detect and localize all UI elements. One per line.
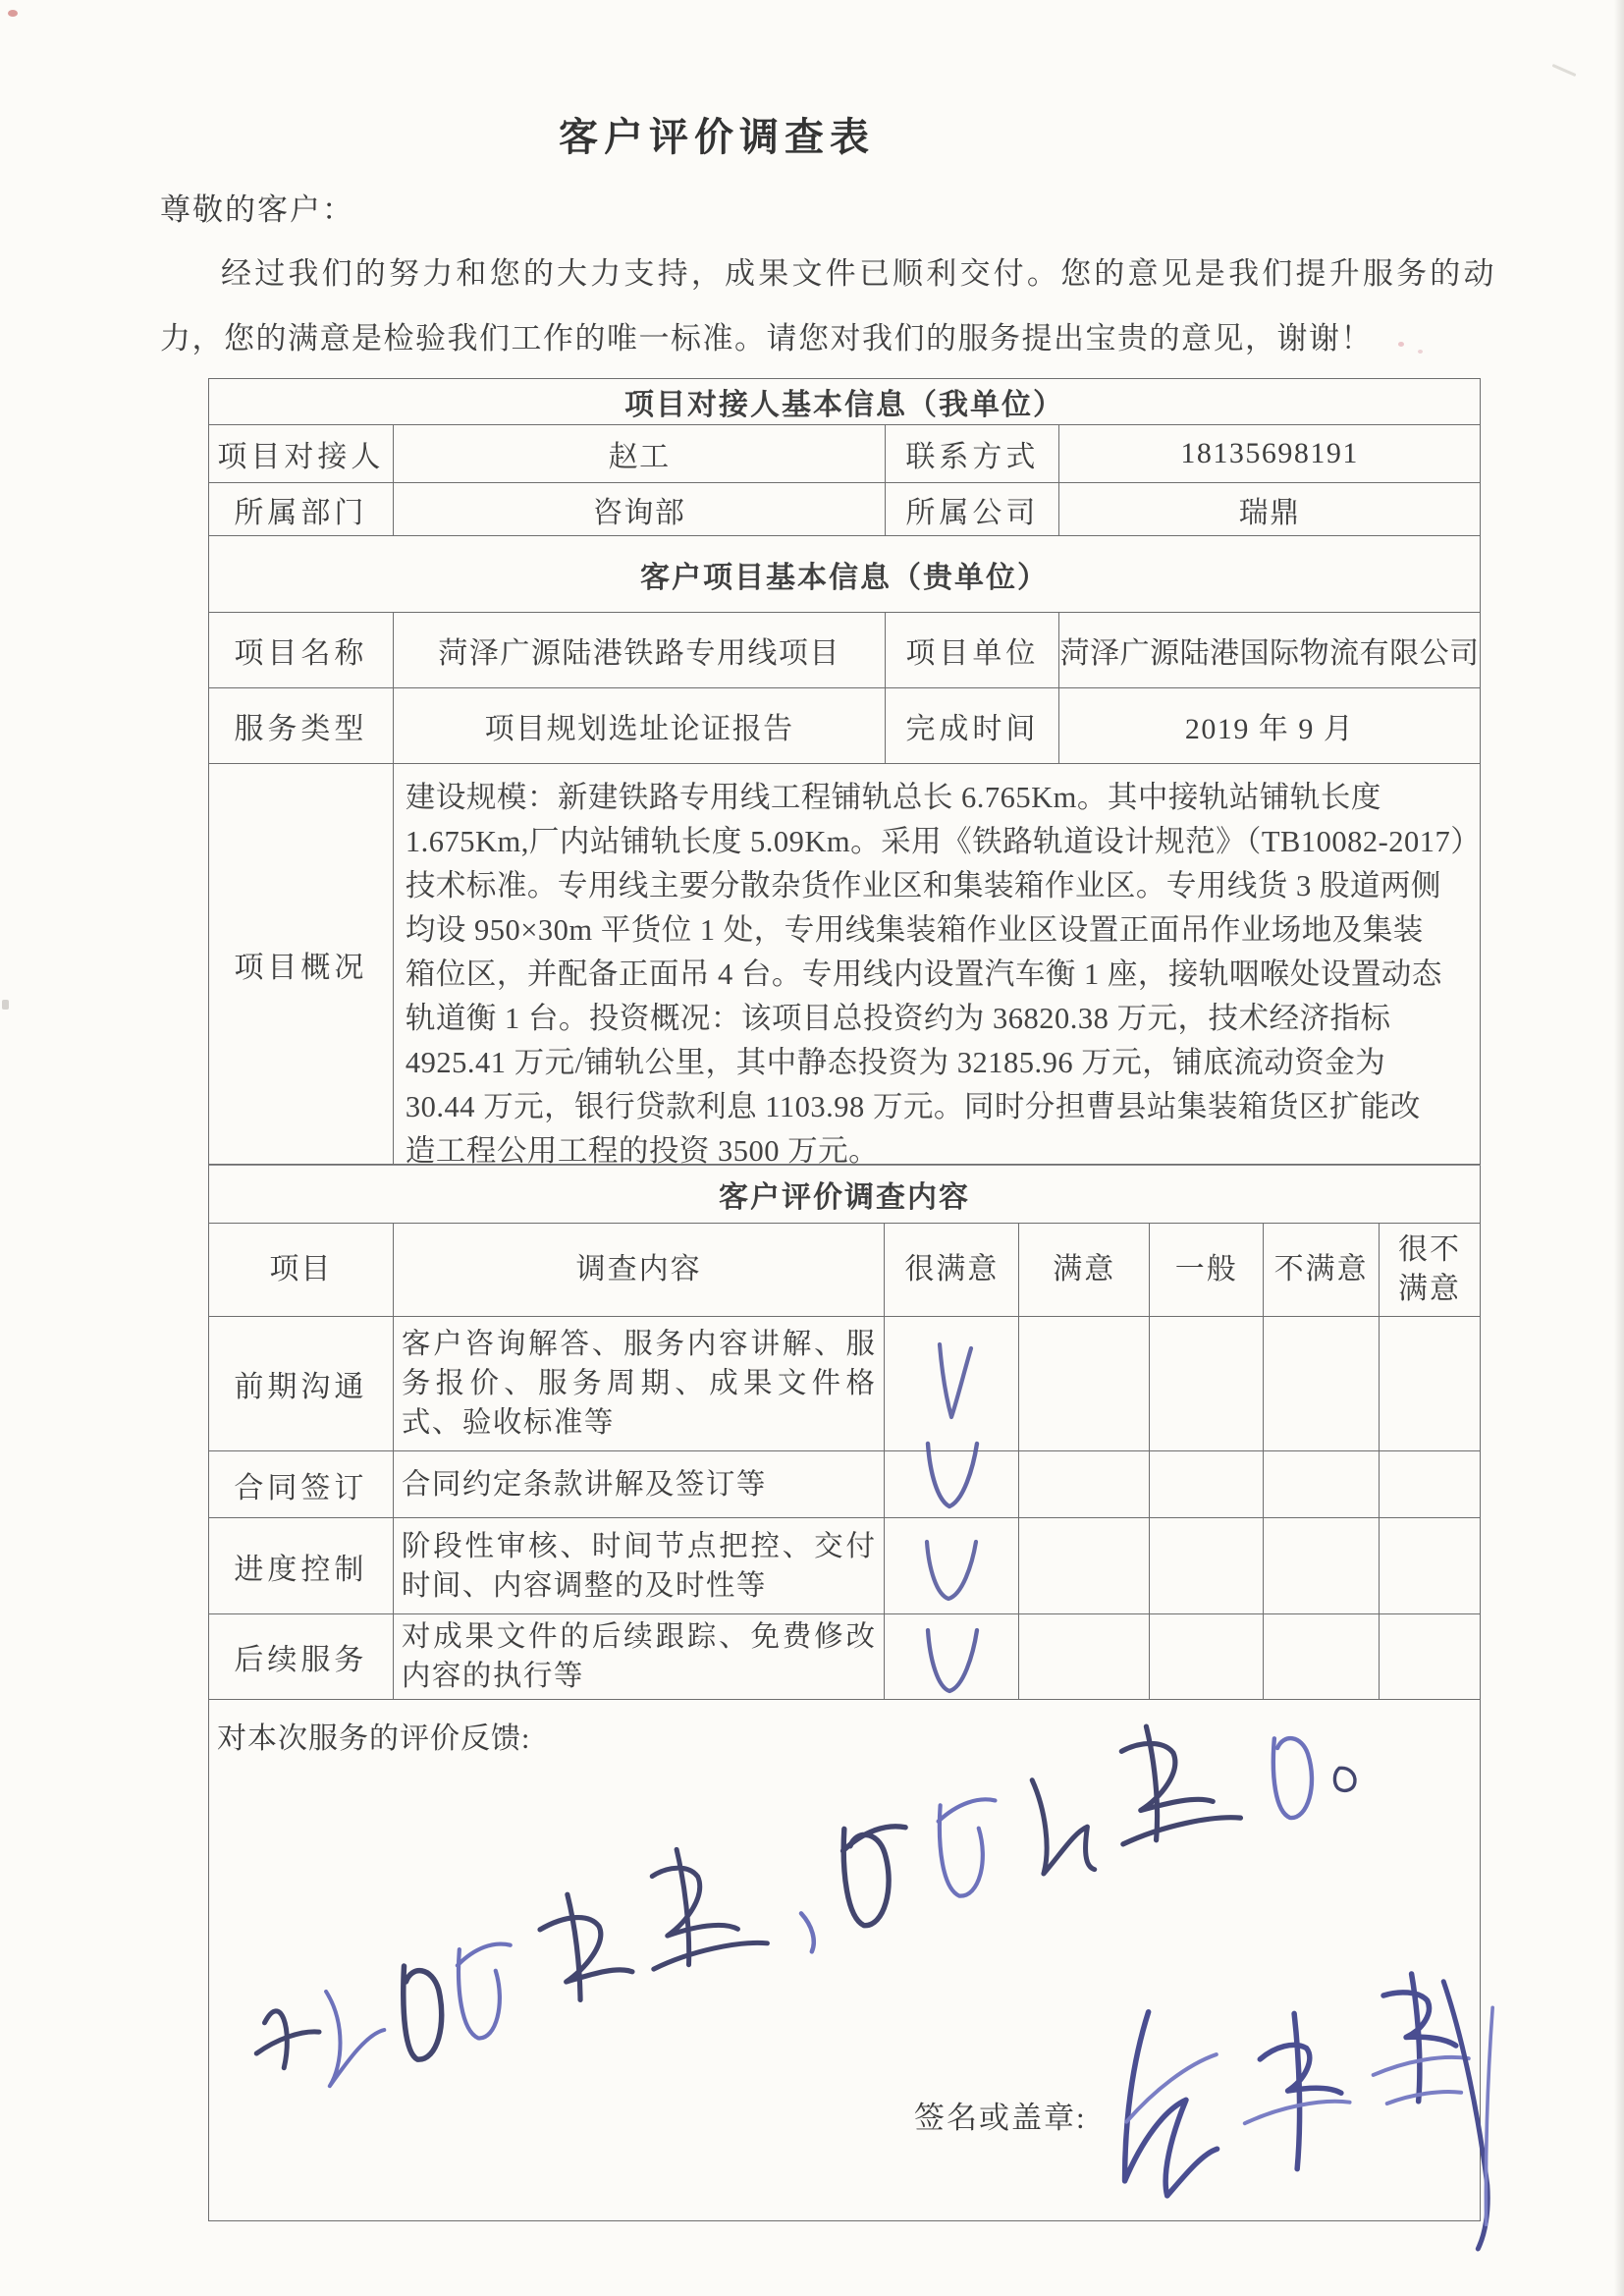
- contact-label2: 所属公司: [886, 483, 1059, 536]
- project-value[interactable]: 项目规划选址论证报告: [394, 688, 887, 764]
- col-item: 项目: [209, 1224, 394, 1317]
- col-very-satisfied: 很满意: [885, 1224, 1019, 1317]
- contact-value2[interactable]: 18135698191: [1059, 425, 1481, 483]
- rating-cell-unsatisfied[interactable]: [1264, 1451, 1380, 1518]
- rating-cell-neutral[interactable]: [1150, 1451, 1264, 1518]
- col-very-unsatisfied: 很不满意: [1380, 1224, 1481, 1317]
- survey-item: 后续服务: [209, 1614, 394, 1700]
- project-label2: 完成时间: [886, 688, 1059, 764]
- rating-cell-satisfied[interactable]: [1019, 1317, 1150, 1451]
- table-row: [209, 483, 1481, 536]
- project-label2: 项目单位: [886, 613, 1059, 688]
- scan-speck: [2, 1000, 9, 1010]
- col-satisfied: 满意: [1019, 1224, 1150, 1317]
- survey-section-header-row: [209, 1165, 1481, 1224]
- project-value2[interactable]: 2019 年 9 月: [1059, 688, 1481, 764]
- project-overview-row: [209, 764, 1482, 1168]
- survey-section-header: 客户评价调查内容: [209, 1166, 1481, 1224]
- signature-label: 签名或盖章:: [914, 2101, 1087, 2135]
- project-value2[interactable]: 菏泽广源陆港国际物流有限公司: [1059, 613, 1481, 688]
- col-content: 调查内容: [394, 1224, 886, 1317]
- project-overview-content[interactable]: 建设规模：新建铁路专用线工程铺轨总长 6.765Km。其中接轨站铺轨长度 1.675Km,厂内站铺轨长度 5.09Km。采用《铁路轨道设计规范》（TB10082-2017） 技术标准。专用线主要分散杂货作业区和集装箱作业区。专用线货 3 股道两侧 均设 950×30m 平货位 1 处，专用线集装箱作业区设置正面吊作业场地及集装 箱位区，并配备正面吊 4 台。专用线内设置汽车衡 1 座，接轨咽喉处设置动态 轨道衡 1 台。投资概况：该项目总投资约为 36820.38 万元，技术经济指标 4925.41 万元/铺轨公里，其中静态投资为 32185.96 万元，铺底流动资金为 30.44 万元，银行贷款利息 1103.98 万元。同时分担曹县站集装箱货区扩能改 造工程公用工程的投资 3500 万元。: [394, 764, 1481, 1165]
- rating-cell-very-unsatisfied[interactable]: [1380, 1518, 1481, 1614]
- rating-cell-unsatisfied[interactable]: [1264, 1317, 1380, 1451]
- contact-label2: 联系方式: [886, 425, 1059, 483]
- salutation: 尊敬的客户：: [160, 192, 354, 227]
- survey-item: 合同签订: [209, 1451, 394, 1518]
- rating-cell-unsatisfied[interactable]: [1264, 1518, 1380, 1614]
- table-row: [209, 613, 1481, 688]
- project-label: 项目名称: [209, 613, 394, 688]
- survey-item: 进度控制: [209, 1518, 394, 1614]
- rating-cell-very-satisfied[interactable]: [885, 1614, 1019, 1700]
- rating-cell-very-satisfied[interactable]: [885, 1451, 1019, 1518]
- survey-row: [209, 1451, 1481, 1518]
- contact-label: 所属部门: [209, 483, 394, 536]
- survey-row: [209, 1518, 1481, 1614]
- rating-cell-very-satisfied[interactable]: [885, 1518, 1019, 1614]
- intro-paragraph: 经过我们的努力和您的大力支持，成果文件已顺利交付。您的意见是我们提升服务的动力，您的满意是检验我们工作的唯一标准。请您对我们的服务提出宝贵的意见，谢谢！: [160, 256, 1495, 355]
- scan-edge-shade: [1614, 0, 1624, 2296]
- rating-cell-very-unsatisfied[interactable]: [1380, 1614, 1481, 1700]
- contact-value2[interactable]: 瑞鼎: [1059, 483, 1481, 536]
- table-row: [209, 688, 1481, 764]
- rating-cell-very-unsatisfied[interactable]: [1380, 1451, 1481, 1518]
- survey-content: 对成果文件的后续跟踪、免费修改内容的执行等: [394, 1614, 886, 1700]
- contact-section-header-row: [209, 379, 1481, 425]
- rating-cell-unsatisfied[interactable]: [1264, 1614, 1380, 1700]
- contact-value[interactable]: 咨询部: [394, 483, 887, 536]
- project-value[interactable]: 菏泽广源陆港铁路专用线项目: [394, 613, 887, 688]
- handwritten-checkmark: [926, 1339, 977, 1433]
- handwritten-signature: [1098, 1962, 1510, 2286]
- form-title: 客户评价调查表: [559, 115, 875, 159]
- col-unsatisfied: 不满意: [1264, 1224, 1380, 1317]
- contact-section-header: 项目对接人基本信息（我单位）: [209, 379, 1481, 425]
- survey-item: 前期沟通: [209, 1317, 394, 1451]
- project-section-header: 客户项目基本信息（贵单位）: [209, 536, 1481, 613]
- survey-content: 合同约定条款讲解及签订等: [394, 1451, 886, 1518]
- rating-cell-neutral[interactable]: [1150, 1518, 1264, 1614]
- feedback-label: 对本次服务的评价反馈:: [217, 1722, 531, 1755]
- project-label: 服务类型: [209, 688, 394, 764]
- rating-cell-satisfied[interactable]: [1019, 1614, 1150, 1700]
- survey-content: 客户咨询解答、服务内容讲解、服务报价、服务周期、成果文件格式、验收标准等: [394, 1317, 886, 1451]
- rating-cell-satisfied[interactable]: [1019, 1451, 1150, 1518]
- contact-value[interactable]: 赵工: [394, 425, 887, 483]
- rating-cell-neutral[interactable]: [1150, 1317, 1264, 1451]
- rating-cell-satisfied[interactable]: [1019, 1518, 1150, 1614]
- survey-row: [209, 1317, 1481, 1451]
- survey-row: [209, 1614, 1481, 1700]
- rating-cell-very-satisfied[interactable]: [885, 1317, 1019, 1451]
- survey-column-header-row: [209, 1224, 1481, 1317]
- rating-cell-very-unsatisfied[interactable]: [1380, 1317, 1481, 1451]
- handwritten-checkmark: [921, 1534, 982, 1609]
- survey-content: 阶段性审核、时间节点把控、交付时间、内容调整的及时性等: [394, 1518, 886, 1614]
- scan-speck: [8, 10, 18, 17]
- scan-speck: [1552, 64, 1577, 77]
- table-row: [209, 425, 1481, 483]
- handwritten-checkmark: [920, 1434, 983, 1518]
- project-overview-label: 项目概况: [209, 764, 394, 1165]
- project-section-header-row: [209, 536, 1481, 613]
- rating-cell-neutral[interactable]: [1150, 1614, 1264, 1700]
- col-neutral: 一般: [1150, 1224, 1264, 1317]
- contact-label: 项目对接人: [209, 425, 394, 483]
- handwritten-checkmark: [920, 1622, 983, 1701]
